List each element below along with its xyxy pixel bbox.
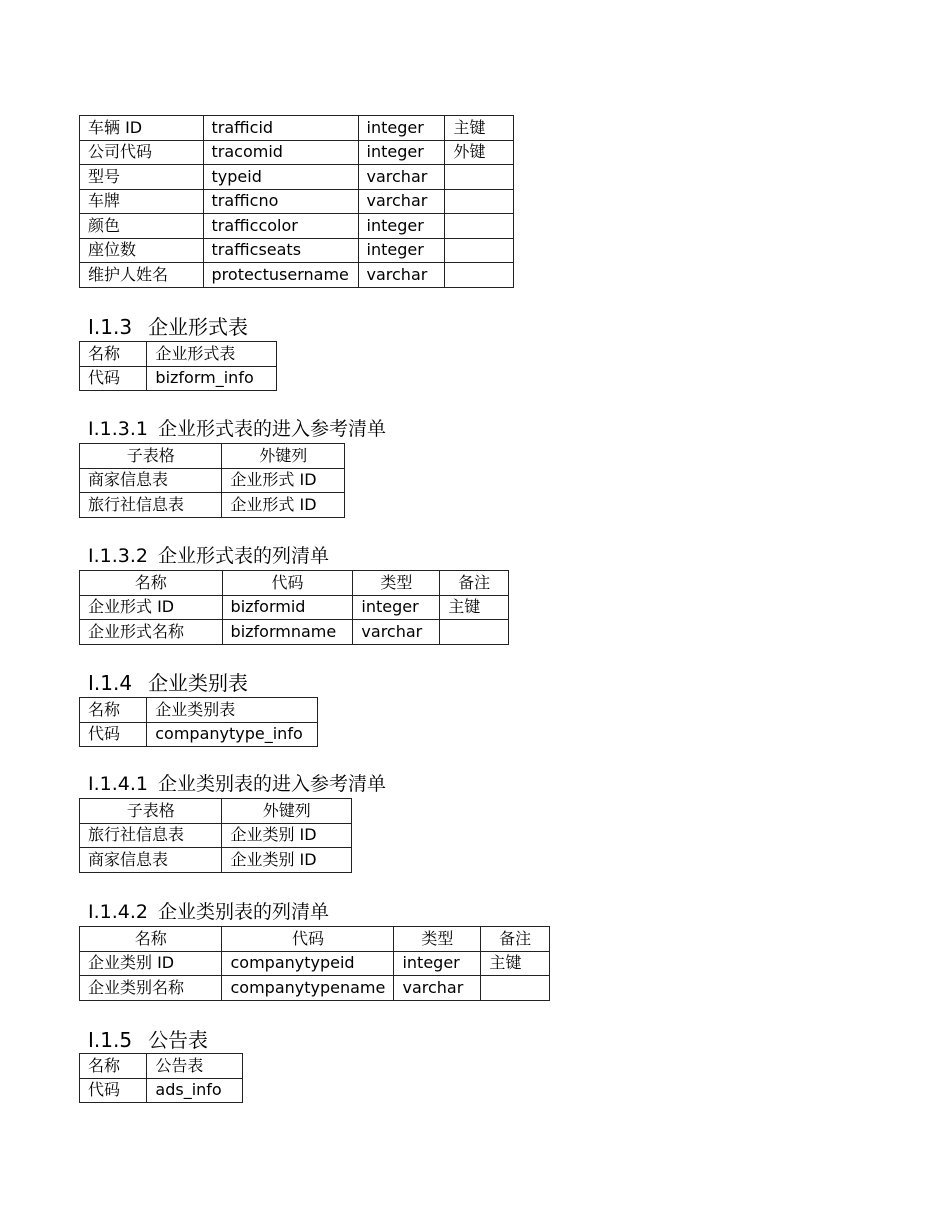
table-row [80, 140, 514, 165]
section-heading [88, 311, 248, 340]
table-cell: 公司代码 [80, 140, 204, 165]
table-cell: 企业类别 ID [222, 823, 352, 848]
table-cell: 企业类别表 [147, 698, 318, 723]
section-number: I.1.4 [88, 671, 133, 695]
table-row [80, 468, 345, 493]
table-row [80, 342, 277, 367]
table-header-row [80, 571, 509, 596]
section-number: I.1.5 [88, 1028, 133, 1052]
table-row [80, 698, 318, 723]
table-cell: trafficno [203, 189, 358, 214]
subsection-heading [88, 541, 329, 568]
table-row [80, 823, 352, 848]
table-cell: 外键 [445, 140, 514, 165]
table-row [80, 493, 345, 518]
table-cell: 代码 [80, 1078, 147, 1103]
section-number: I.1.4.1 [88, 773, 148, 795]
section-number: I.1.3.1 [88, 418, 148, 440]
table-cell: bizformid [222, 595, 353, 620]
section-title: 企业类别表的进入参考清单 [158, 773, 387, 795]
table-cell: 企业类别名称 [80, 976, 222, 1001]
table-cell: varchar [358, 165, 445, 190]
table-cell: 企业形式 ID [222, 493, 345, 518]
table-cell: 主键 [445, 116, 514, 141]
info-table [79, 341, 277, 391]
table-cell: 企业形式 ID [80, 595, 223, 620]
table-cell: ads_info [147, 1078, 243, 1103]
section-heading [88, 1024, 208, 1053]
table-header-cell: 类型 [353, 571, 440, 596]
table-header-cell: 外键列 [222, 444, 345, 469]
table-row [80, 722, 318, 747]
table-cell: 旅行社信息表 [80, 493, 222, 518]
table-header-cell: 名称 [80, 571, 223, 596]
table-row [80, 1078, 243, 1103]
table-cell: companytypename [222, 976, 394, 1001]
table-header-cell: 备注 [481, 927, 550, 952]
table-cell: integer [358, 116, 445, 141]
vehicle-columns-table [79, 115, 514, 288]
table-row [80, 366, 277, 391]
table-header-row [80, 799, 352, 824]
table-cell: 车辆 ID [80, 116, 204, 141]
table-header-cell: 子表格 [80, 444, 222, 469]
section-title: 企业形式表 [148, 315, 249, 339]
table-row [80, 620, 509, 645]
section-number: I.1.3.2 [88, 545, 148, 567]
table-cell: varchar [358, 263, 445, 288]
table-cell [445, 238, 514, 263]
table-cell: 企业类别 ID [80, 951, 222, 976]
table-header-cell: 代码 [222, 571, 353, 596]
table-cell [440, 620, 509, 645]
table-cell: 企业形式名称 [80, 620, 223, 645]
table-cell: 企业形式表 [147, 342, 277, 367]
table-cell: integer [394, 951, 481, 976]
table-cell [481, 976, 550, 1001]
table-cell: bizformname [222, 620, 353, 645]
table-cell: varchar [394, 976, 481, 1001]
table-cell: trafficid [203, 116, 358, 141]
table-row [80, 189, 514, 214]
table-header-cell: 子表格 [80, 799, 222, 824]
table-header-cell: 备注 [440, 571, 509, 596]
table-cell: companytype_info [147, 722, 318, 747]
section-title: 企业类别表 [148, 671, 249, 695]
section-title: 企业形式表的进入参考清单 [158, 418, 387, 440]
section-heading [88, 667, 248, 696]
table-cell [445, 189, 514, 214]
table-cell [445, 214, 514, 239]
section-title: 企业类别表的列清单 [158, 901, 330, 923]
table-cell: 企业类别 ID [222, 848, 352, 873]
section-number: I.1.4.2 [88, 901, 148, 923]
reference-table [79, 798, 352, 873]
table-row [80, 1054, 243, 1079]
table-cell: 座位数 [80, 238, 204, 263]
table-cell: integer [358, 238, 445, 263]
table-row [80, 951, 550, 976]
table-cell: 名称 [80, 342, 147, 367]
subsection-heading [88, 414, 386, 441]
table-header-cell: 名称 [80, 927, 222, 952]
table-cell: bizform_info [147, 366, 277, 391]
table-cell: integer [358, 140, 445, 165]
table-cell: 主键 [481, 951, 550, 976]
table-cell: 名称 [80, 1054, 147, 1079]
reference-table [79, 443, 345, 518]
table-cell: 商家信息表 [80, 848, 222, 873]
column-list-table [79, 570, 509, 645]
table-cell: protectusername [203, 263, 358, 288]
table-row [80, 595, 509, 620]
table-row [80, 976, 550, 1001]
table-header-row [80, 444, 345, 469]
table-cell: 车牌 [80, 189, 204, 214]
table-cell: integer [353, 595, 440, 620]
table-row [80, 238, 514, 263]
table-header-row [80, 927, 550, 952]
table-row [80, 116, 514, 141]
table-cell: 代码 [80, 366, 147, 391]
table-row [80, 848, 352, 873]
table-cell: 名称 [80, 698, 147, 723]
table-row [80, 263, 514, 288]
section-title: 企业形式表的列清单 [158, 545, 330, 567]
table-cell: 维护人姓名 [80, 263, 204, 288]
table-cell: 公告表 [147, 1054, 243, 1079]
column-list-table [79, 926, 550, 1001]
section-number: I.1.3 [88, 315, 133, 339]
subsection-heading [88, 769, 386, 796]
table-cell: 企业形式 ID [222, 468, 345, 493]
table-header-cell: 代码 [222, 927, 394, 952]
table-cell: 代码 [80, 722, 147, 747]
table-cell: varchar [358, 189, 445, 214]
table-cell [445, 165, 514, 190]
table-cell [445, 263, 514, 288]
table-cell: trafficcolor [203, 214, 358, 239]
section-title: 公告表 [148, 1028, 209, 1052]
table-header-cell: 类型 [394, 927, 481, 952]
table-cell: trafficseats [203, 238, 358, 263]
table-row [80, 214, 514, 239]
table-cell: companytypeid [222, 951, 394, 976]
table-row [80, 165, 514, 190]
table-cell: 商家信息表 [80, 468, 222, 493]
table-cell: 颜色 [80, 214, 204, 239]
table-cell: 旅行社信息表 [80, 823, 222, 848]
table-cell: 型号 [80, 165, 204, 190]
table-cell: 主键 [440, 595, 509, 620]
info-table [79, 697, 318, 747]
table-cell: varchar [353, 620, 440, 645]
table-cell: typeid [203, 165, 358, 190]
table-cell: tracomid [203, 140, 358, 165]
table-cell: integer [358, 214, 445, 239]
table-header-cell: 外键列 [222, 799, 352, 824]
subsection-heading [88, 897, 329, 924]
info-table [79, 1053, 243, 1103]
